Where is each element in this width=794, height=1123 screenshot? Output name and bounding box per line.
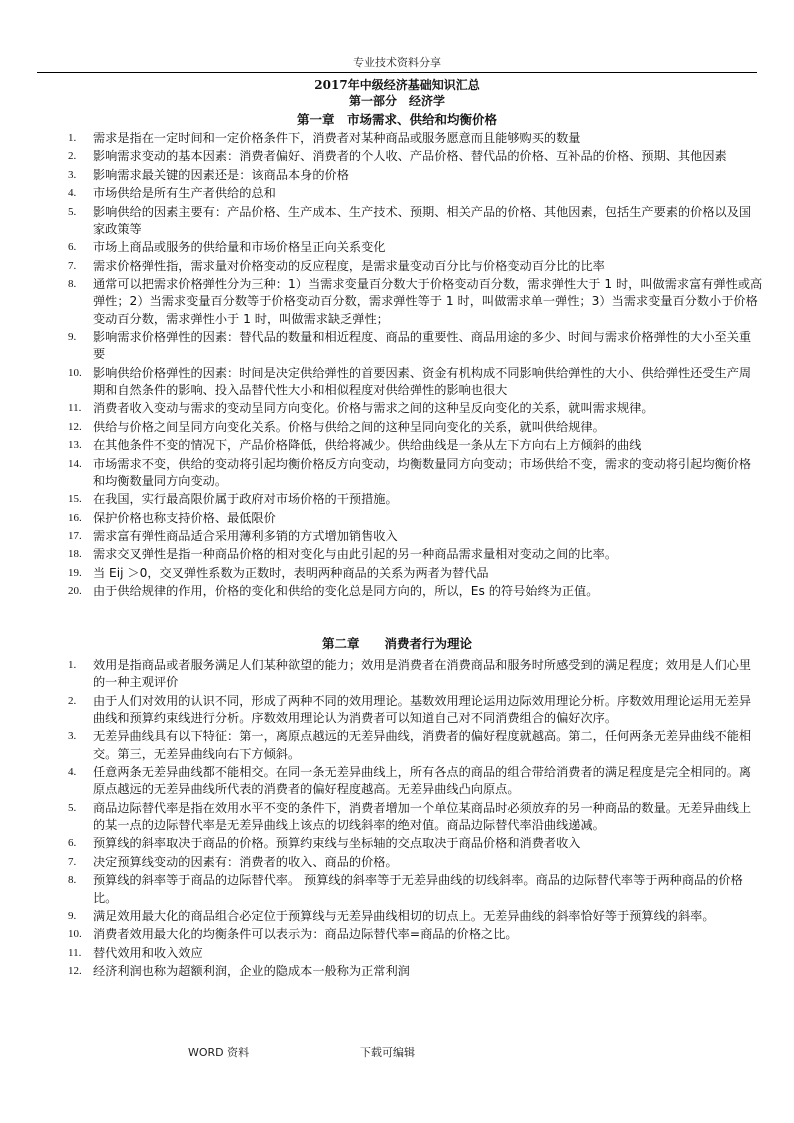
list-item: [68, 329, 763, 364]
item-number: 5.: [68, 205, 77, 218]
item-number: 9.: [68, 909, 77, 922]
item-text: 消费者收入变动与需求的变动呈同方向变化。价格与需求之间的这种呈反向变化的关系，就叫需求规律。: [93, 401, 654, 416]
item-number: 5.: [68, 801, 77, 814]
list-item: [68, 204, 763, 239]
item-text: 影响需求变动的基本因素：消费者偏好、消费者的个人收、产品价格、替代品的价格、互补品的价格、预期、其他因素: [93, 149, 727, 164]
item-number: 13.: [68, 439, 82, 452]
list-item: [68, 945, 763, 962]
list-item: [68, 565, 763, 582]
item-number: 1.: [68, 132, 77, 144]
list-item: [68, 963, 763, 980]
list-item: [68, 239, 763, 256]
page-header: 专业技术资料分享: [353, 56, 441, 69]
list-item: [68, 491, 763, 508]
list-item: [68, 657, 763, 692]
list-item: [68, 167, 763, 184]
list-item: [68, 546, 763, 563]
item-number: 14.: [68, 457, 82, 470]
item-text: 在我国，实行最高限价属于政府对市场价格的干预措施。: [93, 492, 398, 507]
item-text: 满足效用最大化的商品组合必定位于预算线与无差异曲线相切的切点上。无差异曲线的斜率恰好等于预算线的斜率。: [93, 908, 715, 923]
chapter-2-list: [68, 657, 763, 981]
document-title: 2017年中级经济基础知识汇总: [314, 78, 480, 92]
item-text: 需求是指在一定时间和一定价格条件下，消费者对某种商品或服务愿意而且能够购买的数量: [93, 131, 581, 145]
item-number: 3.: [68, 168, 77, 181]
list-item: [68, 764, 763, 799]
item-number: 15.: [68, 493, 82, 506]
item-number: 2.: [68, 694, 77, 707]
list-item: [68, 130, 763, 147]
item-number: 11.: [68, 402, 82, 415]
item-number: 8.: [68, 874, 77, 887]
item-number: 10.: [68, 928, 82, 941]
item-number: 2.: [68, 150, 77, 163]
item-number: 6.: [68, 837, 77, 850]
item-text: 替代效用和收入效应: [93, 945, 203, 960]
item-number: 9.: [68, 331, 77, 344]
item-text: 市场上商品或服务的供给量和市场价格呈正向关系变化: [93, 240, 386, 255]
item-number: 4.: [68, 766, 77, 779]
list-item: [68, 419, 763, 436]
list-item: [68, 510, 763, 527]
item-text: 由于人们对效用的认识不同，形成了两种不同的效用理论。基数效用理论运用边际效用理论分析。序数效用理论运用无差异曲线和预算约束线进行分析。序数效用理论认为消费者可以知道自己对不同消费组合的偏好次序。: [93, 693, 752, 725]
footer-right: 下载可编辑: [360, 1046, 415, 1059]
item-text: 影响供给价格弹性的因素：时间是决定供给弹性的首要因素、资金有机构成不同影响供给弹性的大小、供给弹性还受生产周期和自然条件的影响、投入品替代性大小和相似程度对供给弹性的影响也很大: [93, 365, 752, 397]
item-number: 3.: [68, 730, 77, 743]
item-number: 10.: [68, 366, 82, 379]
list-item: [68, 185, 763, 202]
item-number: 7.: [68, 855, 77, 868]
list-item: [68, 908, 763, 925]
item-text: 通常可以把需求价格弹性分为三种：1）当需求变量百分数大于价格变动百分数，需求弹性大于 1 时，叫做需求富有弹性或高弹性；2）当需求变量百分数等于价格变动百分数，需求弹性等于 1 时，叫做需求单一弹性；3）当需求变量百分数小于价格变动百分数，需求弹性小于 1 时，叫做需求缺乏弹性；: [93, 277, 763, 326]
item-text: 无差异曲线具有以下特征：第一，离原点越远的无差异曲线，消费者的偏好程度就越高。第二，任何两条无差异曲线不能相交。第三，无差异曲线向右下方倾斜。: [93, 729, 752, 761]
item-number: 16.: [68, 511, 82, 524]
chapter-1-list: [68, 130, 763, 602]
list-item: [68, 258, 763, 275]
item-text: 预算线的斜率等于商品的边际替代率。 预算线的斜率等于无差异曲线的切线斜率。商品的边际替代率等于两种商品的价格比。: [93, 873, 743, 905]
chapter-2-title: 第二章 消费者行为理论: [321, 636, 472, 651]
item-number: 12.: [68, 965, 82, 978]
footer-left: WORD 资料: [188, 1046, 250, 1059]
item-text: 决定预算线变动的因素有：消费者的收入、商品的价格。: [93, 854, 398, 869]
item-text: 任意两条无差异曲线都不能相交。在同一条无差异曲线上，所有各点的商品的组合带给消费者的满足程度是完全相同的。离原点越远的无差异曲线所代表的消费者的偏好程度越高。无差异曲线凸向原点。: [93, 765, 752, 797]
list-item: [68, 872, 763, 907]
list-item: [68, 854, 763, 871]
item-text: 消费者效用最大化的均衡条件可以表示为：商品边际替代率=商品的价格之比。: [93, 927, 518, 942]
item-number: 8.: [68, 278, 77, 291]
list-item: [68, 365, 763, 400]
part-title: 第一部分 经济学: [348, 94, 445, 108]
item-number: 17.: [68, 530, 82, 543]
item-text: 影响需求最关键的因素还是：该商品本身的价格: [93, 167, 349, 182]
list-item: [68, 276, 763, 328]
list-item: [68, 926, 763, 943]
item-text: 保护价格也称支持价格、最低限价: [93, 510, 276, 525]
item-text: 需求交叉弹性是指一种商品价格的相对变化与由此引起的另一种商品需求量相对变动之间的比率。: [93, 547, 618, 562]
item-text: 在其他条件不变的情况下，产品价格降低，供给将减少。供给曲线是一条从左下方向右上方倾斜的曲线: [93, 438, 642, 453]
item-text: 需求富有弹性商品适合采用薄利多销的方式增加销售收入: [93, 529, 398, 544]
item-text: 需求价格弹性指，需求量对价格变动的反应程度，是需求量变动百分比与价格变动百分比的比率: [93, 258, 605, 273]
item-text: 影响需求价格弹性的因素：替代品的数量和相近程度、商品的重要性、商品用途的多少、时间与需求价格弹性的大小至关重要: [93, 330, 752, 362]
list-item: [68, 400, 763, 417]
item-number: 1.: [68, 659, 77, 671]
item-text: 当 Eij ＞0，交叉弹性系数为正数时，表明两种商品的关系为两者为替代品: [93, 565, 489, 580]
item-number: 18.: [68, 548, 82, 561]
chapter-1-title: 第一章 市场需求、供给和均衡价格: [296, 112, 497, 127]
item-number: 20.: [68, 585, 82, 598]
item-text: 由于供给规律的作用，价格的变化和供给的变化总是同方向的，所以，Es 的符号始终为正值。: [93, 584, 599, 599]
list-item: [68, 728, 763, 763]
list-item: [68, 148, 763, 165]
item-text: 预算线的斜率取决于商品的价格。预算约束线与坐标轴的交点取决于商品价格和消费者收入: [93, 836, 581, 851]
item-text: 效用是指商品或者服务满足人们某种欲望的能力；效用是消费者在消费商品和服务时所感受到的满足程度；效用是人们心里的一种主观评价: [93, 658, 752, 690]
item-text: 经济利润也称为超额利润，企业的隐成本一般称为正常利润: [93, 964, 410, 979]
item-number: 11.: [68, 946, 82, 959]
item-text: 市场供给是所有生产者供给的总和: [93, 186, 276, 201]
item-text: 供给与价格之间呈同方向变化关系。价格与供给之间的这种呈同向变化的关系，就叫供给规律。: [93, 419, 605, 434]
list-item: [68, 456, 763, 491]
list-item: [68, 528, 763, 545]
item-text: 商品边际替代率是指在效用水平不变的条件下，消费者增加一个单位某商品时必须放弃的另一种商品的数量。无差异曲线上的某一点的边际替代率是无差异曲线上该点的切线斜率的绝对值。商品边际替代率沿曲线递减。: [93, 800, 752, 833]
item-text: 影响供给的因素主要有：产品价格、生产成本、生产技术、预期、相关产品的价格、其他因素，包括生产要素的价格以及国家政策等: [93, 204, 752, 236]
list-item: [68, 800, 763, 835]
item-number: 19.: [68, 566, 82, 579]
header-divider: [37, 72, 757, 73]
item-number: 7.: [68, 259, 77, 272]
item-number: 4.: [68, 187, 77, 200]
item-number: 6.: [68, 241, 77, 254]
list-item: [68, 437, 763, 454]
item-text: 市场需求不变，供给的变动将引起均衡价格反方向变动，均衡数量同方向变动；市场供给不变，需求的变动将引起均衡价格和均衡数量同方向变动。: [93, 456, 752, 488]
list-item: [68, 835, 763, 852]
list-item: [68, 693, 763, 728]
item-number: 12.: [68, 420, 82, 433]
document-titles: [0, 77, 794, 128]
list-item: [68, 583, 763, 600]
